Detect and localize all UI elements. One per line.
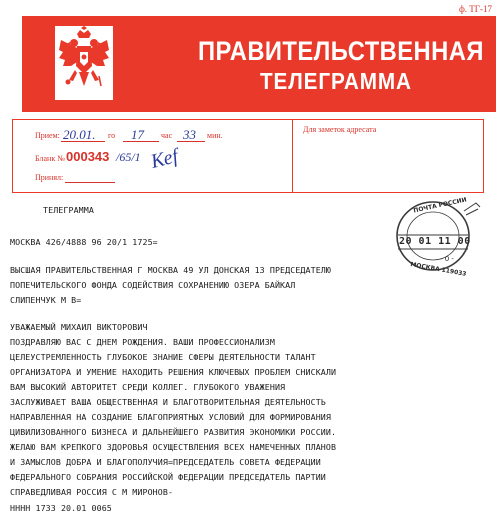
- body-line: ПОЗДРАВЛЯЮ ВАС С ДНЕМ РОЖДЕНИЯ. ВАШИ ПРОФЕССИОНАЛИЗМ: [10, 337, 275, 347]
- postmark-date: 20 01 11 00: [399, 236, 471, 247]
- telegram-header: [22, 16, 496, 112]
- body-line: ВАМ ВЫСОКИЙ АВТОРИТЕТ СРЕДИ КОЛЛЕГ. ГЛУБОКОГО УВАЖЕНИЯ: [10, 382, 286, 392]
- telegram-heading: ТЕЛЕГРАММА: [43, 205, 94, 215]
- body-line: ЦЕЛЕУСТРЕМЛЕННОСТЬ ГЛУБОКОЕ ЗНАНИЕ СФЕРЫ ДЕЯТЕЛЬНОСТИ ТАЛАНТ: [10, 352, 316, 362]
- minute-label: мин.: [207, 131, 223, 140]
- body-line: ЗАСЛУЖИВАЕТ ВАША ОБЩЕСТВЕННАЯ И БЛАГОТВОРИТЕЛЬНАЯ ДЕЯТЕЛЬНОСТЬ: [10, 397, 326, 407]
- body-line: СПРАВЕДЛИВАЯ РОССИЯ С М МИРОНОВ-: [10, 487, 174, 497]
- telegram-route: МОСКВА 426/4888 96 20/1 1725=: [10, 237, 158, 247]
- postmark-top-text: ПОЧТА РОССИИ: [412, 196, 468, 215]
- minute-value: 33: [183, 127, 196, 142]
- year-suffix-label: го: [108, 131, 116, 140]
- body-line: УВАЖАЕМЫЙ МИХАИЛ ВИКТОРОВИЧ: [10, 322, 148, 332]
- body-line: ЦИВИЛИЗОВАННОГО БИЗНЕСА И ДАЛЬНЕЙШЕГО РАЗВИТИЯ ЭКОНОМИКИ РОССИИ.: [10, 427, 337, 437]
- hour-value: 17: [131, 127, 144, 142]
- postmark-center-mark: - 0 -: [440, 255, 454, 263]
- double-headed-eagle-icon: [55, 26, 113, 100]
- address-line: ВЫСШАЯ ПРАВИТЕЛЬСТВЕННАЯ Г МОСКВА 49 УЛ ДОНСКАЯ 13 ПРЕДСЕДАТЕЛЮ: [10, 265, 331, 275]
- title-line-2: ТЕЛЕГРАММА: [260, 68, 412, 94]
- address-line: СЛИПЕНЧУК М В=: [10, 295, 82, 305]
- postmark-bottom-text: МОСКВА 119033: [409, 261, 467, 278]
- accepted-line: [65, 182, 115, 183]
- blank-label: Бланк №: [35, 154, 65, 163]
- telegram-footer: НННН 1733 20.01 0065: [10, 503, 112, 513]
- hour-label: час: [161, 131, 173, 140]
- handwritten-signature: Кеf: [148, 145, 181, 173]
- address-line: ПОПЕЧИТЕЛЬСКОГО ФОНДА СОДЕЙСТВИЯ СОХРАНЕНИЮ ОЗЕРА БАЙКАЛ: [10, 280, 296, 290]
- accepted-label: Принял:: [35, 173, 64, 182]
- body-line: ФЕДЕРАЛЬНОГО СОБРАНИЯ РОССИЙСКОЙ ФЕДЕРАЦИИ ПРЕДСЕДАТЕЛЬ ПАРТИИ: [10, 472, 326, 482]
- reception-date: 20.01.: [63, 127, 96, 142]
- blank-number: 000343: [66, 149, 110, 164]
- body-line: НАПРАВЛЕННАЯ НА СОЗДАНИЕ БЛАГОПРИЯТНЫХ УСЛОВИЙ ДЛЯ ФОРМИРОВАНИЯ: [10, 412, 331, 422]
- body-line: ЖЕЛАЮ ВАМ КРЕПКОГО ЗДОРОВЬЯ ОСУЩЕСТВЛЕНИЯ ВСЕХ НАМЕЧЕННЫХ ПЛАНОВ: [10, 442, 337, 452]
- notes-label: Для заметок адресата: [303, 125, 377, 134]
- reception-label: Прием:: [35, 131, 60, 140]
- body-line: И ЗАМЫСЛОВ ДОБРА И БЛАГОПОЛУЧИЯ=ПРЕДСЕДАТЕЛЬ СОВЕТА ФЕДЕРАЦИИ: [10, 457, 321, 467]
- form-divider: [292, 120, 293, 192]
- title-line-1: ПРАВИТЕЛЬСТВЕННАЯ: [198, 36, 484, 66]
- blank-suffix: /65/1: [116, 150, 141, 164]
- reception-form-box: [12, 119, 484, 193]
- body-line: ОРГАНИЗАТОРА И УМЕНИЕ НАХОДИТЬ РЕШЕНИЯ КЛЮЧЕВЫХ ПРОБЛЕМ СНИСКАЛИ: [10, 367, 337, 377]
- form-code: ф. ТГ-17: [458, 4, 492, 14]
